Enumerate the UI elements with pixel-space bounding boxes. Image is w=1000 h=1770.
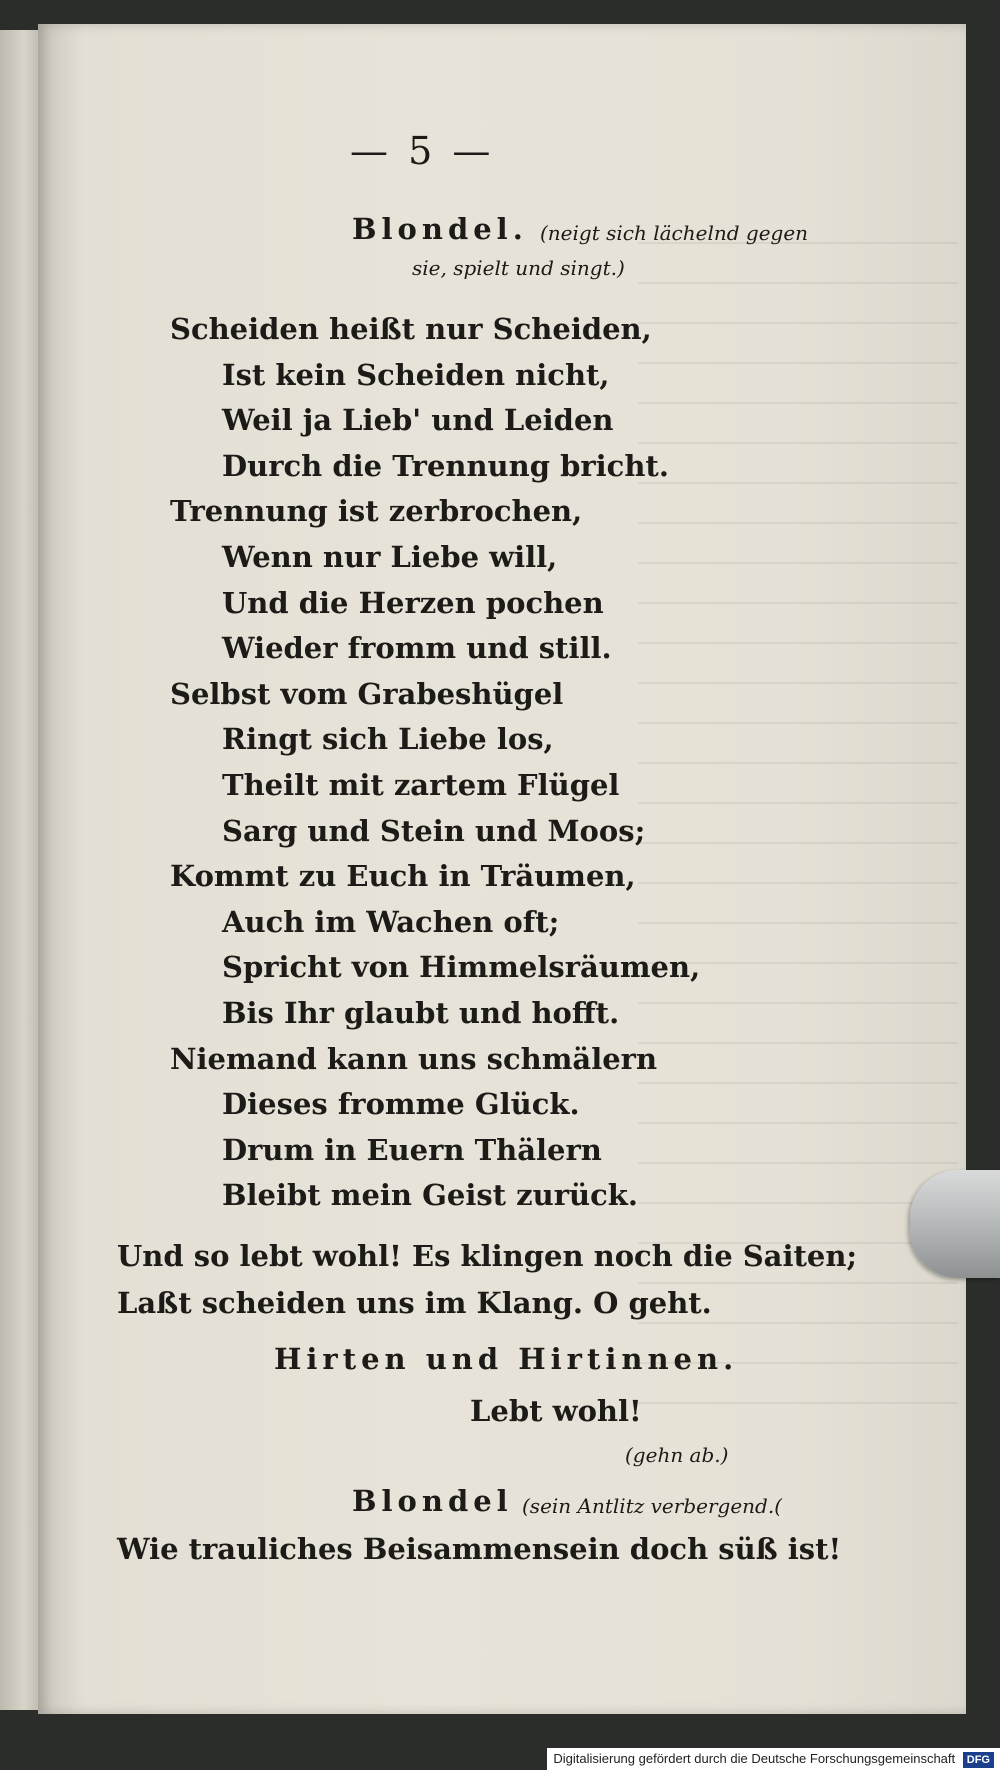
speech-line-1: Und so lebt wohl! Es klingen noch die Saiten; [117, 1239, 858, 1273]
song-line: Ringt sich Liebe los, [222, 722, 554, 756]
stage-direction-line-2: sie, spielt und singt.) [412, 256, 625, 280]
page-number: — 5 — [350, 129, 495, 173]
speech-line-2: Laßt scheiden uns im Klang. O geht. [117, 1286, 712, 1320]
stage-direction-line-1: (neigt sich lächelnd gegen [540, 221, 809, 245]
song-line: Theilt mit zartem Flügel [222, 768, 620, 802]
speech-line-4: Wie trauliches Beisammensein doch süß ist! [117, 1532, 842, 1566]
speaker-hirten: Hirten und Hirtinnen. [274, 1342, 739, 1376]
stage-direction-exit: (gehn ab.) [625, 1443, 729, 1467]
page-clip [910, 1170, 1000, 1278]
speech-line-3: Lebt wohl! [470, 1394, 642, 1428]
song-line: Kommt zu Euch in Träumen, [170, 859, 636, 893]
speaker-blondel-2: Blondel [352, 1484, 513, 1518]
speaker-blondel: Blondel. [352, 212, 528, 246]
song-line: Und die Herzen pochen [222, 586, 604, 620]
song-line: Scheiden heißt nur Scheiden, [170, 312, 652, 346]
song-line: Durch die Trennung bricht. [222, 449, 669, 483]
song-line: Bis Ihr glaubt und hofft. [222, 996, 620, 1030]
digitization-footer [547, 1748, 1000, 1770]
song-line: Sarg und Stein und Moos; [222, 814, 646, 848]
dfg-logo-icon: DFG [963, 1752, 994, 1768]
song-line: Wenn nur Liebe will, [222, 540, 558, 574]
song-line: Trennung ist zerbrochen, [170, 494, 583, 528]
song-line: Drum in Euern Thälern [222, 1133, 602, 1167]
song-line: Spricht von Himmelsräumen, [222, 950, 701, 984]
stage-direction-face: (sein Antlitz verbergend.( [522, 1494, 782, 1518]
facing-page-edge [0, 30, 40, 1710]
song-line: Niemand kann uns schmälern [170, 1042, 658, 1076]
song-line: Dieses fromme Glück. [222, 1087, 580, 1121]
song-line: Ist kein Scheiden nicht, [222, 358, 610, 392]
footer-text: Digitalisierung gefördert durch die Deutsche Forschungsgemeinschaft [553, 1751, 956, 1766]
song-line: Bleibt mein Geist zurück. [222, 1178, 638, 1212]
song-line: Wieder fromm und still. [222, 631, 612, 665]
song-line: Auch im Wachen oft; [222, 905, 560, 939]
song-line: Weil ja Lieb' und Leiden [222, 403, 614, 437]
song-line: Selbst vom Grabeshügel [170, 677, 564, 711]
